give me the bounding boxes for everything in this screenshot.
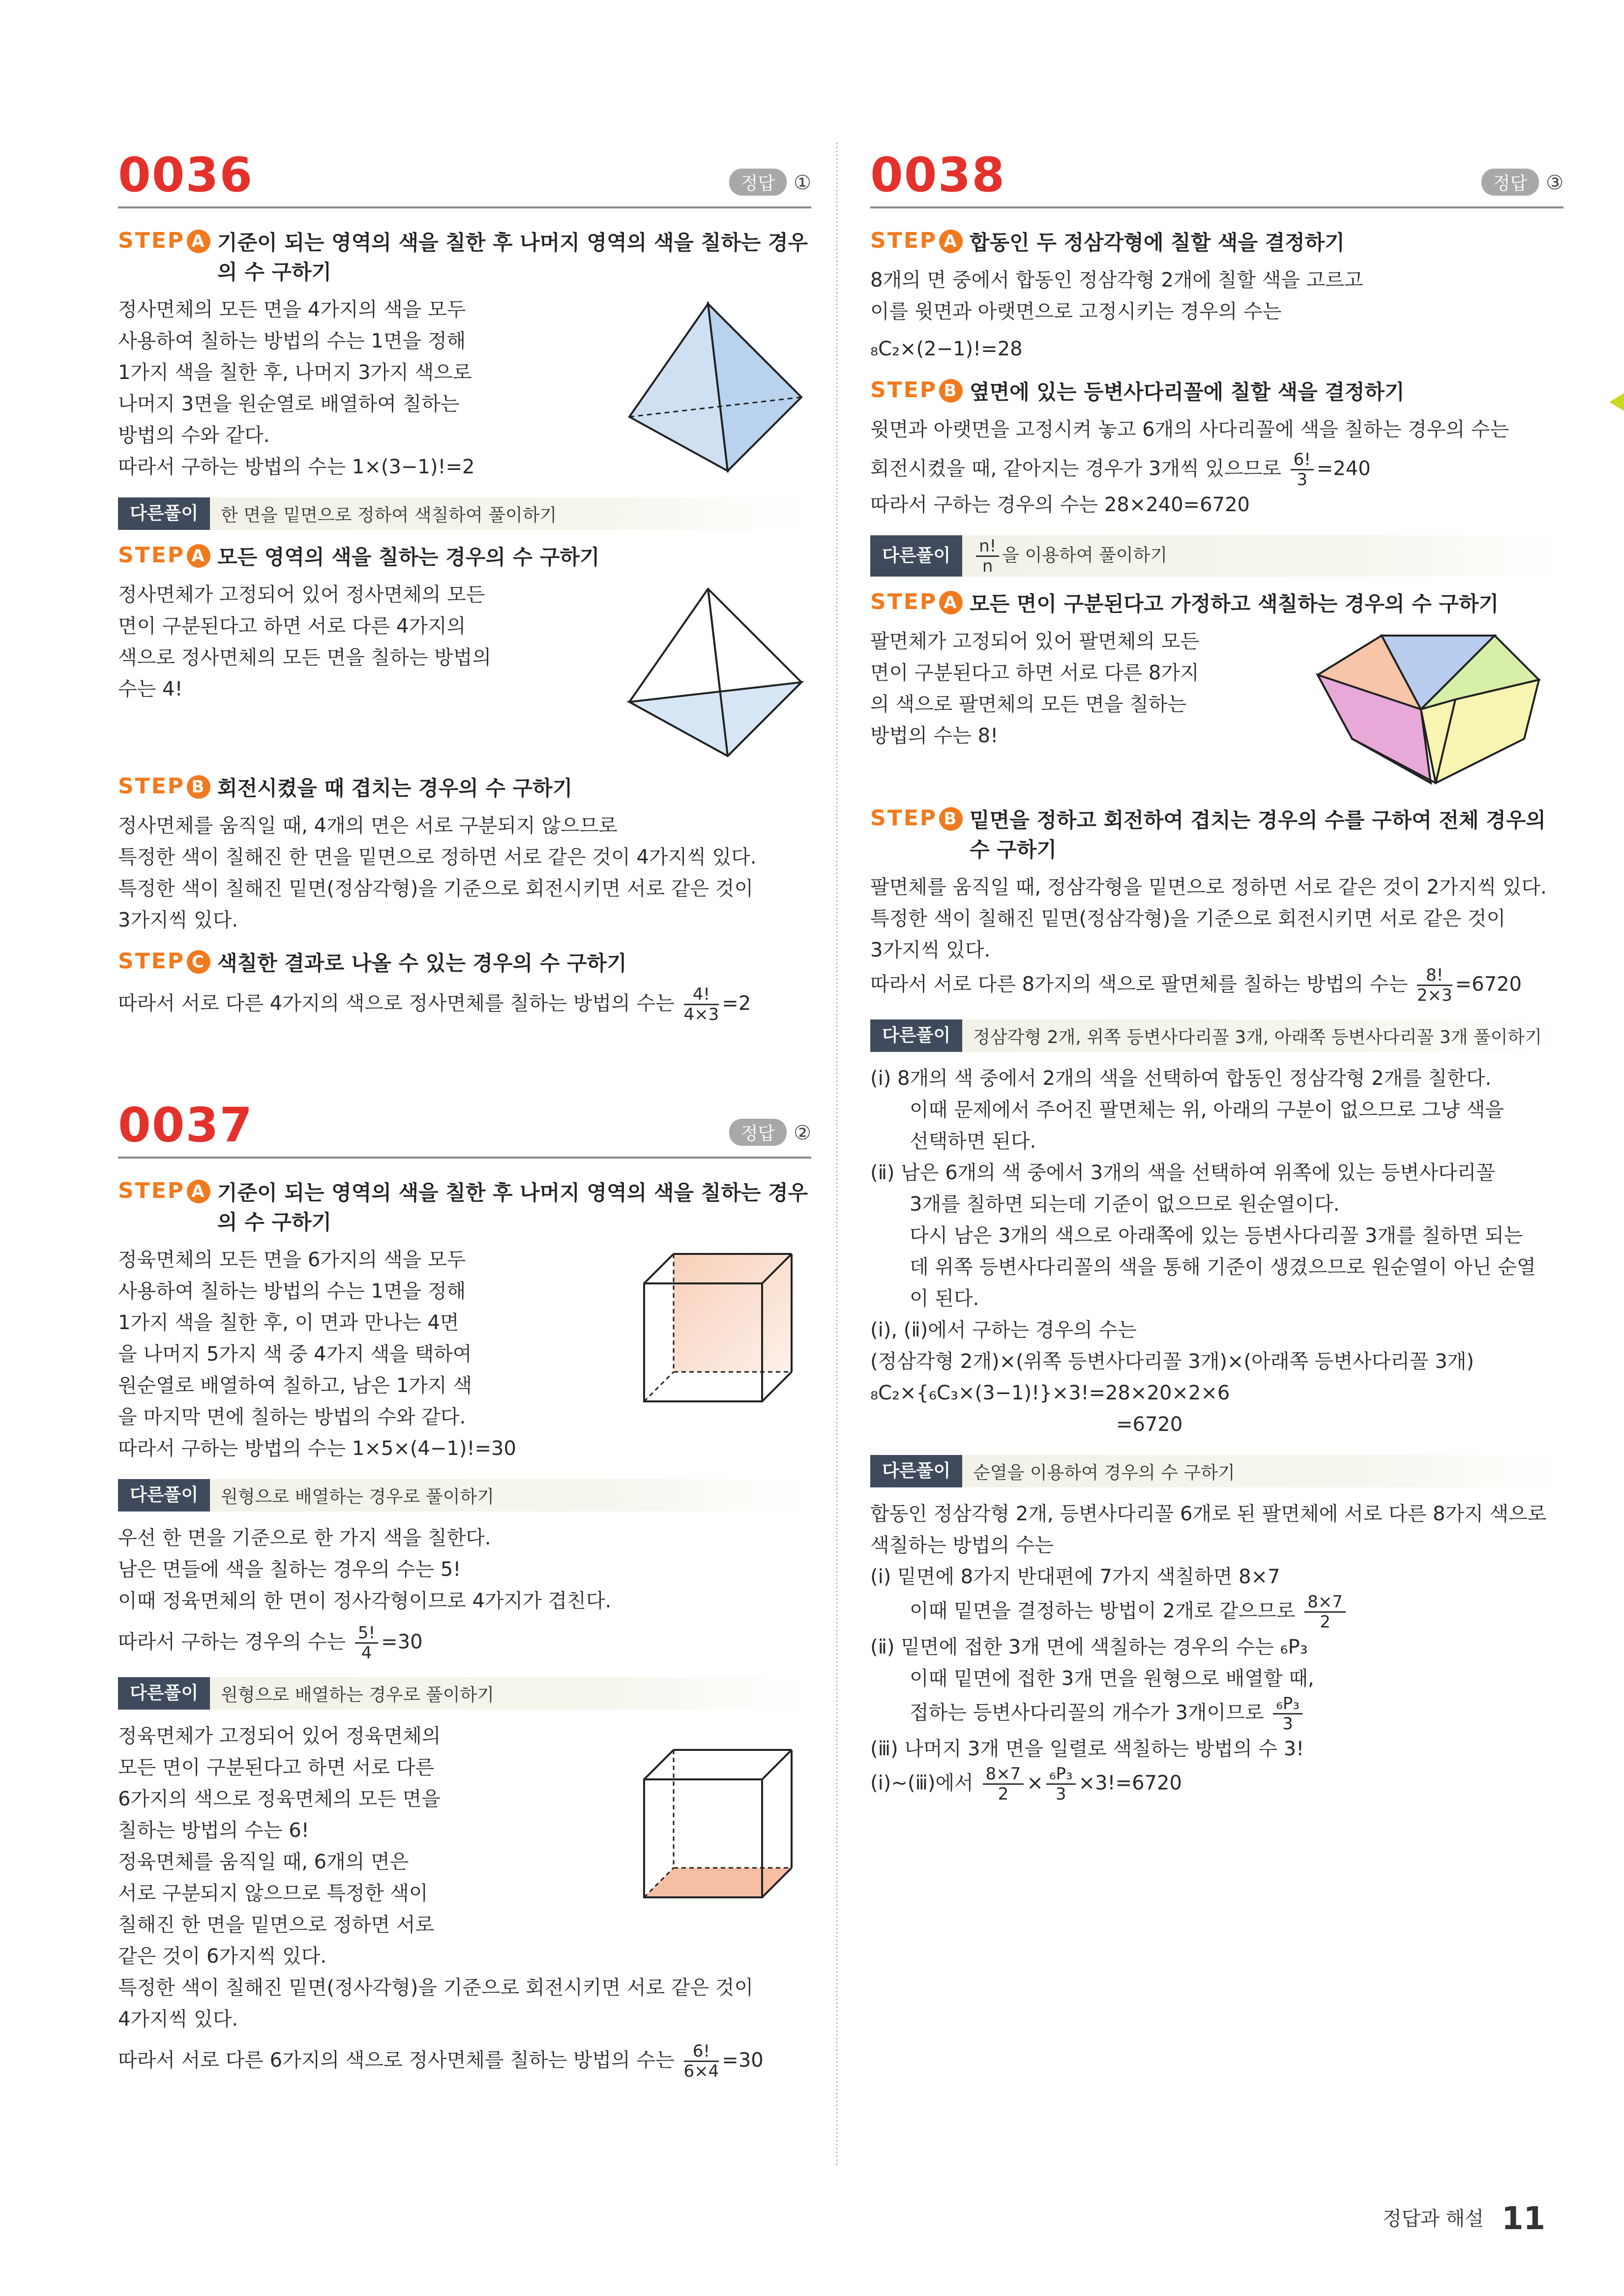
text-line: 4가지씩 있다. [118,2008,238,2031]
page-footer [1383,2201,1545,2237]
formula-line: 따라서 서로 다른 8가지의 색으로 팔면체를 칠하는 방법의 수는 $\frac{8!}{2\times 3}$ =6720 [870,965,1522,1005]
text-line: 데 위쪽 등변사다리꼴의 색을 통해 기준이 생겼으므로 원순열이 아닌 순열 [910,1256,1536,1279]
fraction: $\frac{6!}{6\times 4}$ [683,2041,719,2081]
problem-number: 0037 [118,1098,254,1153]
step-a-body [118,1244,811,1464]
problem-0036 [118,147,811,1024]
text-line: 모든 면이 구분된다고 하면 서로 다른 [118,1756,435,1779]
left-column [118,147,811,2154]
page-number: 11 [1501,2201,1545,2237]
step-a: STEP A 합동인 두 정삼각형에 칠할 색을 결정하기 [870,228,1564,258]
text-line: 방법의 수는 8! [870,725,999,747]
step-a-body [118,294,811,483]
text-line: 정육면체의 모든 면을 6가지의 색을 모두 [118,1249,466,1271]
answer-pill: 정답 [1481,169,1539,196]
step-title: 모든 영역의 색을 칠하는 경우의 수 구하기 [217,545,600,569]
text-line: 특정한 색이 칠해진 밑면(정삼각형)을 기준으로 회전시키면 서로 같은 것이 [118,877,754,900]
tetrahedron-colored-figure [615,294,811,476]
text-line: 특정한 색이 칠해진 밑면(정삼각형)을 기준으로 회전시키면 서로 같은 것이 [870,907,1506,930]
fraction: $\frac{4!}{4\times 3}$ [683,985,719,1024]
text-line: 정사면체를 움직일 때, 4개의 면은 서로 구분되지 않으므로 [118,814,618,837]
answer-value: ② [794,1122,811,1144]
fraction: $\frac{8\times 7}{2}$ [1304,1593,1346,1631]
text-line: 이때 정육면체의 한 면이 정사각형이므로 4가지가 겹친다. [118,1590,612,1612]
alt-solution-bar: 다른풀이 원형으로 배열하는 경우로 풀이하기 [118,1677,811,1710]
text-line: 나머지 3면을 원순열로 배열하여 칠하는 [118,393,460,415]
text-line: (ⅱ) 남은 6개의 색 중에서 3개의 색을 선택하여 위쪽에 있는 등변사다리꼴 [870,1162,1495,1184]
text-line: 을 나머지 5가지 색 중 4가지 색을 택하여 [118,1343,472,1366]
problem-header [870,147,1564,208]
text-line: 1가지 색을 칠한 후, 나머지 3가지 색으로 [118,361,472,384]
text-line: (ⅰ) 밑면에 8가지 반대편에 7가지 색칠하면 8×7 [870,1566,1280,1588]
text-line: 이때 문제에서 주어진 팔면체는 위, 아래의 구분이 없으므로 그냥 색을 [910,1099,1505,1121]
answer-value: ① [794,172,811,194]
tetrahedron-outline-figure [615,579,811,761]
text-line: 선택하면 된다. [910,1130,1036,1153]
fraction: $\frac{5!}{4}$ [355,1624,378,1662]
step-title: 색칠한 결과로 나올 수 있는 경우의 수 구하기 [217,951,627,975]
problem-number: 0036 [118,147,254,203]
alt-step-a: STEP A 모든 영역의 색을 칠하는 경우의 수 구하기 [118,543,811,572]
step-b: STEP B 옆면에 있는 등변사다리꼴에 칠할 색을 결정하기 [870,378,1564,407]
cube-colored-figure [624,1244,811,1421]
answer [729,169,811,196]
problem-header [118,147,811,208]
text-line: 칠해진 한 면을 밑면으로 정하면 서로 [118,1914,435,1936]
text-line: (ⅰ) 8개의 색 중에서 2개의 색을 선택하여 합동인 정삼각형 2개를 칠한다. [870,1067,1492,1090]
fraction: $\frac{8\times 7}{2}$ [983,1765,1024,1803]
step-title: 옆면에 있는 등변사다리꼴에 칠할 색을 결정하기 [970,380,1405,404]
problem-0038 [870,147,1564,1803]
right-column [870,147,1564,1877]
text-line: 면이 구분된다고 하면 서로 다른 8가지 [870,662,1199,684]
fraction: $\frac{\text{₆P₃}}{3}$ [1046,1765,1076,1803]
text-line: 따라서 구하는 방법의 수는 1×5×(4−1)!=30 [118,1437,516,1460]
step-title: 밑면을 정하고 회전하여 겹치는 경우의 수를 구하여 전체 경우의 수 구하기 [970,808,1546,862]
text-line: 정육면체가 고정되어 있어 정육면체의 [118,1725,441,1747]
column-divider [836,143,838,2168]
text-line: 특정한 색이 칠해진 밑면(정사각형)을 기준으로 회전시키면 서로 같은 것이 [118,1976,754,1999]
text-line: 다시 남은 3개의 색으로 아래쪽에 있는 등변사다리꼴 3개를 칠하면 되는 [910,1224,1523,1247]
fraction: $\frac{8!}{2\times 3}$ [1417,965,1452,1005]
formula-line: ₈C₂×{₆C₃×(3−1)!}×3!=28×20×2×6 [870,1382,1230,1404]
text-line: 같은 것이 6가지씩 있다. [118,1945,327,1968]
text-line: (정삼각형 2개)×(위쪽 등변사다리꼴 3개)×(아래쪽 등변사다리꼴 3개) [870,1350,1474,1373]
alt-solution-bar [118,497,811,530]
text-line: 사용하여 칠하는 방법의 수는 1면을 정해 [118,1280,466,1303]
text-line: 이를 윗면과 아랫면으로 고정시키는 경우의 수는 [870,300,1282,323]
alt-solution-bar: 다른풀이 $\frac{n!}{n}$ 을 이용하여 풀이하기 [870,535,1564,577]
problem-header [118,1098,811,1159]
text-line: 수는 4! [118,678,183,700]
text-line: (ⅰ), (ⅱ)에서 구하는 경우의 수는 [870,1319,1137,1341]
formula-line: 따라서 서로 다른 4가지의 색으로 정사면체를 칠하는 방법의 수는 $\frac{4!}{4\times 3}$ =2 [118,985,751,1024]
alt-solution-bar: 다른풀이 원형으로 배열하는 경우로 풀이하기 [118,1479,811,1511]
formula-line: (ⅰ)~(ⅲ)에서 $\frac{8\times 7}{2}$ × $\frac{\text{₆P₃}}{3}$ ×3!=6720 [870,1764,1182,1804]
text-line: 원순열로 배열하여 칠하고, 남은 1가지 색 [118,1374,472,1397]
alt-step-a-body [118,579,811,761]
step-letter: A [187,230,210,253]
answer [729,1119,811,1146]
text-line: 서로 구분되지 않으므로 특정한 색이 [118,1882,428,1905]
text-line: 방법의 수와 같다. [118,424,270,447]
alt-step-b: STEP B 회전시켰을 때 겹치는 경우의 수 구하기 [118,774,811,803]
text-line: 남은 면들에 색을 칠하는 경우의 수는 5! [118,1558,461,1581]
page-edge-marker [1609,393,1624,411]
step-title: 합동인 두 정삼각형에 칠할 색을 결정하기 [970,231,1345,255]
alt-step-b: STEP B 밑면을 정하고 회전하여 겹치는 경우의 수를 구하여 전체 경우의 수 구하기 [870,806,1564,865]
step-a: STEP A 기준이 되는 영역의 색을 칠한 후 나머지 영역의 색을 칠하는 경우의 수 구하기 [118,1178,811,1237]
formula-line: =6720 [1116,1413,1183,1436]
text-line: 이 된다. [910,1287,979,1310]
text-line: 팔면체를 움직일 때, 정삼각형을 밑면으로 정하면 서로 같은 것이 2가지씩 있다. [870,876,1547,899]
octahedron-colored-figure [1308,626,1564,793]
text-line: 8개의 면 중에서 합동인 정삼각형 2개에 칠할 색을 고르고 [870,269,1363,291]
text-line: 면이 구분된다고 하면 서로 다른 4가지의 [118,615,466,638]
alt-solution-bar: 다른풀이 정삼각형 2개, 위쪽 등변사다리꼴 3개, 아래쪽 등변사다리꼴 3개 풀이하기 [870,1019,1564,1052]
step-title: 회전시켰을 때 겹치는 경우의 수 구하기 [217,776,573,800]
step-title: 기준이 되는 영역의 색을 칠한 후 나머지 영역의 색을 칠하는 경우의 수 구하기 [217,231,808,284]
formula-line: 따라서 서로 다른 6가지의 색으로 정사면체를 칠하는 방법의 수는 $\frac{6!}{6\times 4}$ =30 [118,2041,764,2081]
text-line: 정사면체가 고정되어 있어 정사면체의 모든 [118,583,485,606]
text-line: 3개를 칠하면 되는데 기준이 없으므로 원순열이다. [910,1193,1340,1216]
formula-line: 따라서 구하는 경우의 수는 $\frac{5!}{4}$ =30 [118,1623,423,1663]
text-line: 사용하여 칠하는 방법의 수는 1면을 정해 [118,330,466,352]
answer-pill: 정답 [729,1119,787,1146]
alt-solution-desc: 한 면을 밑면으로 정하여 색칠하여 풀이하기 [221,505,557,525]
alt-step-a-body [870,626,1564,793]
problem-number: 0038 [870,147,1006,203]
text-line: 3가지씩 있다. [118,909,238,931]
formula-line: ₈C₂×(2−1)!=28 [870,338,1023,360]
alt-solution-bar: 다른풀이 순열을 이용하여 경우의 수 구하기 [870,1455,1564,1487]
text-line: 윗면과 아랫면을 고정시켜 놓고 6개의 사다리꼴에 색을 칠하는 경우의 수는 [870,418,1509,441]
alt-step-a: STEP A 모든 면이 구분된다고 가정하고 색칠하는 경우의 수 구하기 [870,589,1564,619]
formula-line: 이때 밑면을 결정하는 방법이 2개로 같으므로 $\frac{8\times 7}{2}$ [870,1593,1564,1631]
answer-value: ③ [1546,172,1564,194]
text-line: 따라서 구하는 방법의 수는 1×(3−1)!=2 [118,456,475,478]
text-line: 6가지의 색으로 정육면체의 모든 면을 [118,1788,441,1810]
alt-solution-label: 다른풀이 [118,497,210,530]
fraction: $\frac{6!}{3}$ [1291,450,1314,489]
text-line: 정사면체의 모든 면을 4가지의 색을 모두 [118,298,466,321]
text-line: 이때 밑면에 접한 3개 면을 원형으로 배열할 때, [910,1667,1314,1690]
text-line: 칠하는 방법의 수는 6! [118,1819,309,1842]
step-a [118,228,811,287]
text-line: 의 색으로 팔면체의 모든 면을 칠하는 [870,693,1187,716]
text-line: 우선 한 면을 기준으로 한 가지 색을 칠한다. [118,1527,491,1549]
text-line: 팔면체가 고정되어 있어 팔면체의 모든 [870,630,1200,653]
text-line: 색칠하는 방법의 수는 [870,1534,1054,1557]
footer-label: 정답과 해설 [1383,2208,1484,2230]
text-line: 을 마지막 면에 칠하는 방법의 수와 같다. [118,1406,466,1428]
fraction: $\frac{\text{₆P₃}}{3}$ [1273,1694,1302,1733]
text-line: 1가지 색을 칠한 후, 이 면과 만나는 4면 [118,1311,459,1334]
cube-outline-figure [624,1720,811,1907]
text-line: (ⅲ) 나머지 3개 면을 일렬로 색칠하는 방법의 수 3! [870,1738,1304,1760]
formula-line: 회전시켰을 때, 같아지는 경우가 3개씩 있으므로 $\frac{6!}{3}$ =240 [870,450,1371,490]
text-line: 합동인 정삼각형 2개, 등변사다리꼴 6개로 된 팔면체에 서로 다른 8가지 색으로 [870,1503,1547,1525]
text-line: (ⅱ) 밑면에 접한 3개 면에 색칠하는 경우의 수는 ₆P₃ [870,1636,1308,1658]
text-line: 3가지씩 있다. [870,939,991,961]
text-line: 정육면체를 움직일 때, 6개의 면은 [118,1851,409,1873]
answer [1481,169,1564,196]
formula-line: 접하는 등변사다리꼴의 개수가 3개이므로 $\frac{\text{₆P₃}}{3}$ [870,1694,1564,1733]
text-line: 따라서 구하는 경우의 수는 28×240=6720 [870,494,1250,516]
text-line: 색으로 정사면체의 모든 면을 칠하는 방법의 [118,646,492,669]
answer-pill: 정답 [729,169,787,196]
alt2-body [118,1720,811,1972]
step-title: 기준이 되는 영역의 색을 칠한 후 나머지 영역의 색을 칠하는 경우의 수 구하기 [217,1181,808,1234]
step-title: 모든 면이 구분된다고 가정하고 색칠하는 경우의 수 구하기 [970,592,1499,616]
fraction: $\frac{n!}{n}$ [976,537,999,576]
text-line: 특정한 색이 칠해진 한 면을 밑면으로 정하면 서로 같은 것이 4가지씩 있다. [118,846,757,869]
alt-step-c: STEP C 색칠한 결과로 나올 수 있는 경우의 수 구하기 [118,949,811,978]
step-tag: STEP A [118,228,210,253]
problem-0037 [118,1098,811,2081]
